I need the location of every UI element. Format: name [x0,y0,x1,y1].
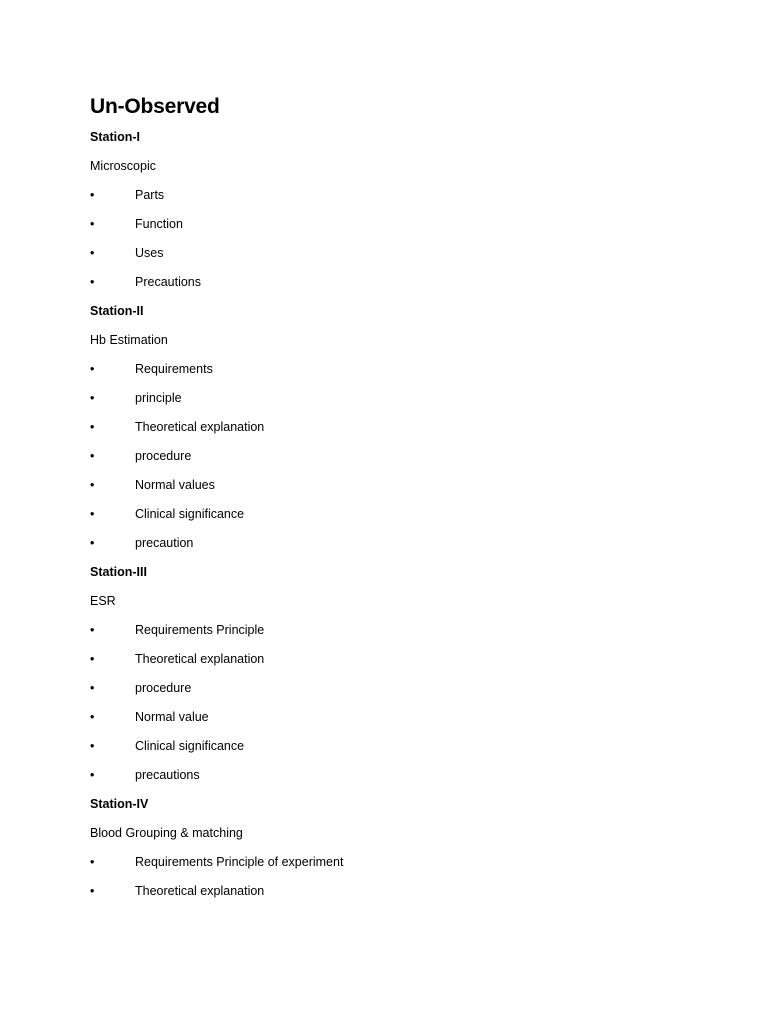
bullet-icon: • [90,362,95,376]
list-item [90,767,710,796]
list-item [90,622,710,651]
station-topic: Blood Grouping & matching [90,826,243,840]
list-item-label: precautions [135,768,200,782]
bullet-icon: • [90,217,95,231]
bullet-icon: • [90,768,95,782]
list-item-label: Theoretical explanation [135,420,265,434]
list-item [90,651,710,680]
list-item [90,738,710,767]
station-heading: Station-III [90,565,147,579]
list-item-label: Parts [135,188,165,202]
bullet-icon: • [90,681,95,695]
list-item-label: Function [135,217,183,231]
list-item [90,680,710,709]
list-item [90,187,710,216]
list-item-label: Normal values [135,478,215,492]
bullet-icon: • [90,652,95,666]
list-item [90,535,710,564]
list-item-label: procedure [135,449,192,463]
bullet-icon: • [90,188,95,202]
station-section [90,303,710,564]
bullet-icon: • [90,710,95,724]
list-item-label: Requirements Principle of experiment [135,855,344,869]
station-heading: Station-IV [90,797,149,811]
bullet-icon: • [90,478,95,492]
document-content [90,129,710,912]
list-item-label: Clinical significance [135,507,245,521]
bullet-icon: • [90,739,95,753]
bullet-icon: • [90,536,95,550]
station-heading: Station-I [90,130,140,144]
bullet-icon: • [90,275,95,289]
bullet-icon: • [90,246,95,260]
station-topic: Hb Estimation [90,333,168,347]
bullet-icon: • [90,884,95,898]
list-item [90,883,710,912]
list-item [90,506,710,535]
list-item [90,854,710,883]
bullet-icon: • [90,449,95,463]
list-item-label: procedure [135,681,192,695]
station-section [90,564,710,796]
bullet-icon: • [90,507,95,521]
list-item-label: precaution [135,536,194,550]
list-item [90,216,710,245]
station-topic: Microscopic [90,159,156,173]
list-item-label: Theoretical explanation [135,652,265,666]
list-item [90,419,710,448]
station-topic: ESR [90,594,116,608]
bullet-icon: • [90,855,95,869]
station-section [90,129,710,303]
bullet-icon: • [90,420,95,434]
list-item-label: Requirements [135,362,213,376]
list-item [90,477,710,506]
bullet-icon: • [90,391,95,405]
bullet-icon: • [90,623,95,637]
station-section [90,796,710,912]
list-item-label: Requirements Principle [135,623,265,637]
list-item [90,245,710,274]
list-item-label: Theoretical explanation [135,884,265,898]
document-page [90,94,710,912]
list-item-label: Uses [135,246,164,260]
list-item [90,361,710,390]
station-heading: Station-II [90,304,144,318]
list-item [90,448,710,477]
list-item [90,274,710,303]
list-item [90,709,710,738]
list-item-label: principle [135,391,182,405]
document-title: Un-Observed [90,95,220,118]
list-item-label: Precautions [135,275,202,289]
list-item-label: Clinical significance [135,739,245,753]
list-item [90,390,710,419]
list-item-label: Normal value [135,710,209,724]
